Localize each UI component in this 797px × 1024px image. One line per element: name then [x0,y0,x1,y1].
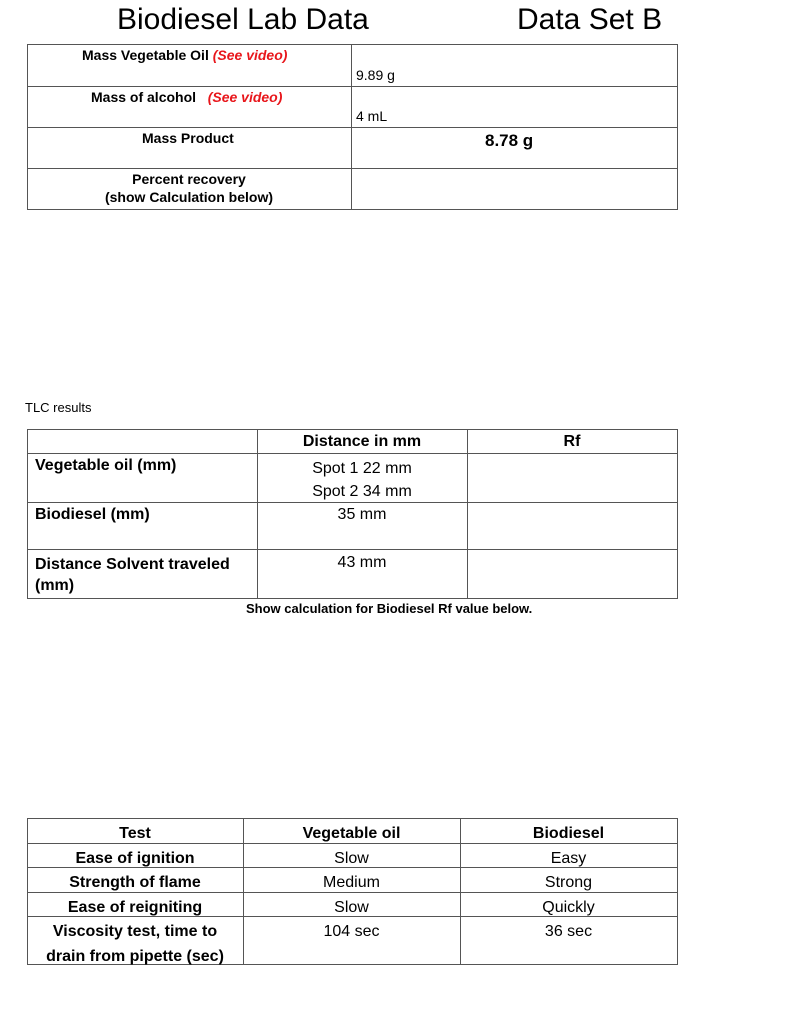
vegetable-oil-reigniting: Slow [334,898,369,916]
tests-column-test [27,822,243,969]
test-viscosity-line2: drain from pipette (sec) [46,947,224,965]
page-title: Biodiesel Lab Data [117,3,369,36]
see-video-note: (See video) [212,47,288,63]
tlc-solvent-label [35,554,230,596]
vegetable-oil-viscosity: 104 sec [323,923,380,940]
biodiesel-ignition: Easy [550,849,587,867]
tlc-vegetable-oil-distance [257,457,467,503]
tlc-header-distance: Distance in mm [302,433,422,450]
vegetable-oil-flame: Medium [323,874,380,891]
tlc-vegetable-oil-label: Vegetable oil (mm) [35,457,177,474]
tests-header-biodiesel: Biodiesel [532,825,605,842]
percent-recovery-label [27,171,351,205]
tests-column-biodiesel [460,822,677,945]
data-set-label: Data Set B [517,3,663,36]
test-ease-of-ignition: Ease of ignition [75,849,195,867]
tests-header-test: Test [119,825,151,842]
biodiesel-reigniting: Quickly [542,898,595,916]
mass-vegetable-oil-label: Mass Vegetable Oil [82,47,209,63]
table-row-label [91,89,282,105]
mass-product-value: 8.78 g [485,131,534,150]
tlc-solvent-label-line1: Distance Solvent traveled [35,556,230,573]
rf-calculation-note: Show calculation for Biodiesel Rf value below. [246,601,533,616]
mass-product-label: Mass Product [142,130,234,146]
biodiesel-viscosity: 36 sec [544,923,593,940]
tlc-biodiesel-label: Biodiesel (mm) [35,506,150,523]
table-row-label [82,47,287,63]
tlc-section-label: TLC results [25,400,92,415]
percent-recovery-line1: Percent recovery [132,171,246,187]
biodiesel-flame: Strong [544,874,593,891]
spot-1-value: Spot 1 22 mm [312,460,412,477]
percent-recovery-line2: (show Calculation below) [104,189,273,205]
vegetable-oil-ignition: Slow [334,849,369,867]
see-video-note: (See video) [207,89,283,105]
mass-vegetable-oil-value: 9.89 g [356,67,395,83]
spot-2-value: Spot 2 34 mm [312,483,412,500]
tlc-solvent-distance: 43 mm [337,554,387,571]
tests-column-vegetable-oil [243,822,460,945]
tlc-biodiesel-distance: 35 mm [337,506,387,523]
test-ease-of-reigniting: Ease of reigniting [67,898,203,916]
test-strength-of-flame: Strength of flame [69,874,201,891]
tlc-header-rf: Rf [563,433,581,450]
mass-alcohol-value: 4 mL [356,108,388,124]
mass-alcohol-label: Mass of alcohol [91,89,197,105]
test-viscosity-line1: Viscosity test, time to [52,923,218,940]
tests-header-vegetable-oil: Vegetable oil [302,825,401,842]
tlc-solvent-label-line2: (mm) [35,577,75,594]
